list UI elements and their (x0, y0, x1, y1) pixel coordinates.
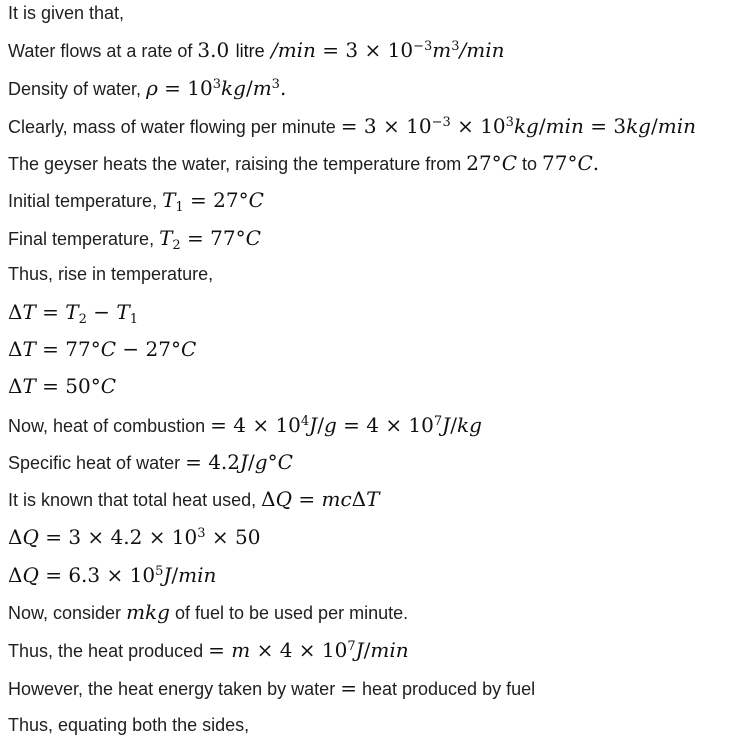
line-energy-balance: However, the heat energy taken by water = heat produced by fuel (8, 676, 536, 700)
line-equating: Thus, equating both the sides, (8, 715, 250, 735)
math-delta-t-formula: $\Delta T = T_2 - T_1$ (8, 300, 139, 327)
math-delta-q-result: $\Delta Q = 6.3 \times 10^5J/\min$ (8, 563, 217, 587)
math-temp-end: 77°C. (542, 151, 600, 175)
math-heat-combustion: = $4 \times 10^4J/g = 4 \times 10^7J/kg$ (210, 413, 482, 437)
line-delta-q-sub (8, 525, 260, 551)
line-heat-combustion: Now, heat of combustion = $4 \times 10^4J/g = 4 \times 10^7J/kg$ (8, 413, 482, 437)
line-delta-q-result (8, 563, 216, 589)
line-mass-flow: Clearly, mass of water flowing per minute = $3 \times 10^{-3} \times 10^3kg/\min = 3kg/\min$ (8, 114, 696, 138)
math-fuel-mass: mkg (126, 600, 170, 624)
line-total-heat: It is known that total heat used, ΔQ = mcΔT (8, 487, 380, 511)
line-delta-t-result (8, 374, 116, 400)
math-specific-heat: = 4.2J/g°C (185, 450, 293, 474)
math-t2: $T_2 = 77^\circ C$ (159, 226, 261, 253)
line-specific-heat: Specific heat of water = 4.2J/g°C (8, 450, 293, 474)
line-density: Density of water, $\rho = 10^3kg/m^3$. (8, 76, 287, 100)
math-delta-q-sub: $\Delta Q = 3 \times 4.2 \times 10^3 \times 50$ (8, 525, 261, 549)
math-delta-t-result: ΔT = 50°C (8, 374, 117, 398)
math-delta-t-sub: ΔT = 77°C − 27°C (8, 337, 197, 361)
line-flow-rate: Water flows at a rate of 3.0 litre $/\min = 3 \times 10^{-3}m^3/\min$ (8, 38, 505, 62)
line-delta-t-sub (8, 337, 196, 363)
math-total-heat: ΔQ = mcΔT (261, 487, 380, 511)
math-mass-flow: = $3 \times 10^{-3} \times 10^3kg/\min = 3kg/\min$ (340, 114, 696, 138)
math-flow-rate: 3.0 litre $/\min = 3 \times 10^{-3}m^3/\min$ (197, 38, 505, 62)
math-heat-produced: = $m \times 4 \times 10^7J/\min$ (208, 638, 409, 662)
line-delta-t-formula (8, 300, 138, 326)
math-temp-start: 27°C (466, 151, 517, 175)
line-final-temp: Final temperature, $T_2 = 77^\circ C$ (8, 226, 261, 253)
line-fuel-mass: Now, consider mkg of fuel to be used per minute. (8, 600, 409, 624)
math-t1: $T_1 = 27^\circ C$ (162, 188, 264, 215)
line-heat-produced: Thus, the heat produced = $m \times 4 \times 10^7J/\min$ (8, 638, 409, 662)
line-initial-temp: Initial temperature, $T_1 = 27^\circ C$ (8, 188, 264, 215)
math-density: $\rho = 10^3kg/m^3$. (146, 76, 287, 100)
line-geyser: The geyser heats the water, raising the temperature from 27°C to 77°C. (8, 151, 600, 175)
math-equals: = (340, 676, 357, 700)
line-given: It is given that, (8, 3, 125, 23)
line-rise: Thus, rise in temperature, (8, 264, 214, 284)
